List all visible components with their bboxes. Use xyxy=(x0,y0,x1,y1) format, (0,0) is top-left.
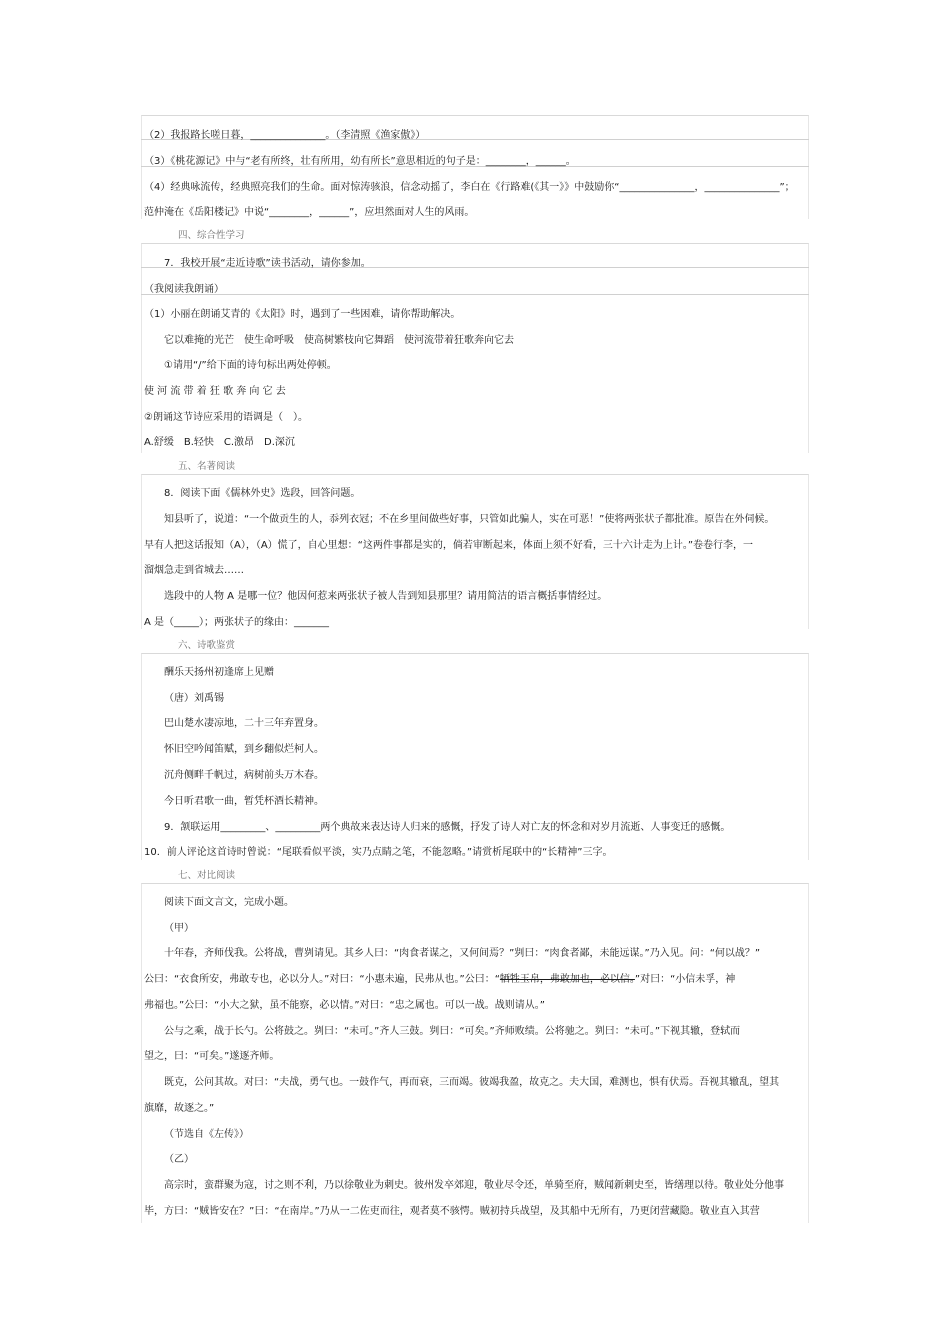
passage-line: 十年春，齐师伐我。公将战，曹刿请见。其乡人曰：“肉食者谋之，又何间焉？”刿曰：“肉食者鄙，未能远谋。”乃入见。问：“何以战？” xyxy=(164,948,761,959)
question-7-1: （1）小丽在朗诵艾青的《太阳》时，遇到了一些困难，请你帮助解决。 xyxy=(144,309,461,320)
text-segment: ”对曰：“小信未孚，神 xyxy=(634,974,736,985)
passage-source: （节选自《左传》） xyxy=(164,1129,249,1140)
question-7: 7．我校开展“走近诗歌”读书活动，请你参加。 xyxy=(164,258,371,269)
poem-line: 今日听君歌一曲，暂凭杯酒长精神。 xyxy=(164,796,324,807)
passage-line: 高宗时，蛮群聚为寇，讨之则不利，乃以徐敬业为刺史。彼州发卒郊迎，敬业尽令还，单骑至府，贼闻新刺史至，皆缮理以待。敬业处分他事 xyxy=(164,1180,784,1191)
poem-author: （唐）刘禹锡 xyxy=(164,693,224,704)
section-title: 四、综合性学习 xyxy=(178,230,245,241)
spaced-poem-line: 使 河 流 带 着 狂 歌 奔 向 它 去 xyxy=(144,386,286,397)
poem-line: 沉舟侧畔千帆过，病树前头万木春。 xyxy=(164,770,324,781)
answer-options: A.舒缓 B.轻快 C.激昂 D.深沉 xyxy=(144,437,295,448)
passage-label: （乙） xyxy=(164,1154,194,1165)
question-9: 9．颔联运用_________、_________两个典故来表达诗人归来的感慨，抒发了诗人对亡友的怀念和对岁月流逝、人事变迁的感慨。 xyxy=(164,822,731,833)
passage-line: 旗靡，故逐之。” xyxy=(144,1103,215,1114)
poem-title: 酬乐天扬州初逢席上见赠 xyxy=(164,667,274,678)
passage-line: 既克，公问其故。对曰：“夫战，勇气也。一鼓作气，再而衰，三而竭。彼竭我盈，故克之。夫大国，难测也，惧有伏焉。吾视其辙乱，望其 xyxy=(164,1077,780,1088)
question-10: 10．前人评论这首诗时曾说：“尾联看似平淡，实乃点睛之笔，不能忽略。”请赏析尾联中的“长精神”三字。 xyxy=(144,847,613,858)
section-title: 六、诗歌鉴赏 xyxy=(178,640,236,651)
instruction: 阅读下面文言文，完成小题。 xyxy=(164,897,294,908)
passage-label: （甲） xyxy=(164,923,194,934)
task-1: ①请用“/”给下面的诗句标出两处停顿。 xyxy=(164,360,337,371)
question-3-4: （4）经典咏流传，经典照亮我们的生命。面对惊涛骇浪，信念动摇了，李白在《行路难(《其一》》中鼓励你“_______________，_______________”； xyxy=(144,182,795,193)
task-2: ②朗诵这节诗应采用的语调是（ ）。 xyxy=(144,412,308,423)
poem-line: 它以难掩的光芒 使生命呼吸 使高树繁枝向它舞蹈 使河流带着狂歌奔向它去 xyxy=(164,335,514,346)
struck-text: 牺牲玉帛，弗敢加也，必以信。 xyxy=(499,974,635,985)
passage-line: 公与之乘，战于长勺。公将鼓之。刿曰：“未可。”齐人三鼓。刿曰：“可矣。”齐师败绩。公将驰之。刿曰：“未可。”下视其辙，登轼而 xyxy=(164,1026,741,1037)
poem-line: 怀旧空吟闻笛赋，到乡翻似烂柯人。 xyxy=(164,744,324,755)
question-text: 选段中的人物 A 是哪一位？他因何惹来两张状子被人告到知县那里？请用简洁的语言概括事情经过。 xyxy=(164,591,608,602)
passage-line: 望之，曰：“可矣。”遂逐齐师。 xyxy=(144,1051,280,1062)
question-8: 8．阅读下面《儒林外史》选段，回答问题。 xyxy=(164,488,361,499)
question-3-4-cont: 范仲淹在《岳阳楼记》中说“________，______”，应坦然面对人生的风雨。 xyxy=(144,207,475,218)
passage-line: 早有人把这话报知（A），（A）慌了，自心里想：“这两件事都是实的，倘若审断起来，体面上须不好看，三十六计走为上计。”卷卷行李，一 xyxy=(144,540,754,551)
passage-line xyxy=(144,973,808,987)
section-title: 七、对比阅读 xyxy=(178,870,236,881)
question-3-3: （3）《桃花源记》中与“老有所终，壮有所用，幼有所长”意思相近的句子是：________，______。 xyxy=(144,156,576,167)
answer-line: A 是（_____）；两张状子的缘由：_______ xyxy=(144,617,330,628)
passage-line: 溜烟急走到省城去…… xyxy=(144,565,244,576)
sub-heading: （我阅读我朗诵） xyxy=(144,284,224,295)
passage-line: 弗福也。”公曰：“小大之狱，虽不能察，必以情。”对曰：“忠之属也。可以一战。战则请从。” xyxy=(144,1000,545,1011)
poem-line: 巴山楚水凄凉地，二十三年弃置身。 xyxy=(164,718,324,729)
section-title: 五、名著阅读 xyxy=(178,461,236,472)
passage-line: 知县听了，说道：“一个做贡生的人，忝列衣冠；不在乡里间做些好事，只管如此骗人，实在可恶！”使将两张状子都批准。原告在外伺候。 xyxy=(164,514,775,525)
text-segment: 公曰：“衣食所安，弗敢专也，必以分人。”对曰：“小惠未遍，民弗从也。”公曰：“ xyxy=(144,974,500,985)
question-3-2: （2）我报路长嗟日暮，_______________。（李清照《渔家傲》） xyxy=(144,130,426,141)
passage-line: 毕，方曰：“贼皆安在？”曰：“在南岸。”乃从一二佐吏而往，观者莫不骇愕。贼初持兵战望，及其船中无所有，乃更闭营藏隐。敬业直入其营 xyxy=(144,1206,760,1217)
